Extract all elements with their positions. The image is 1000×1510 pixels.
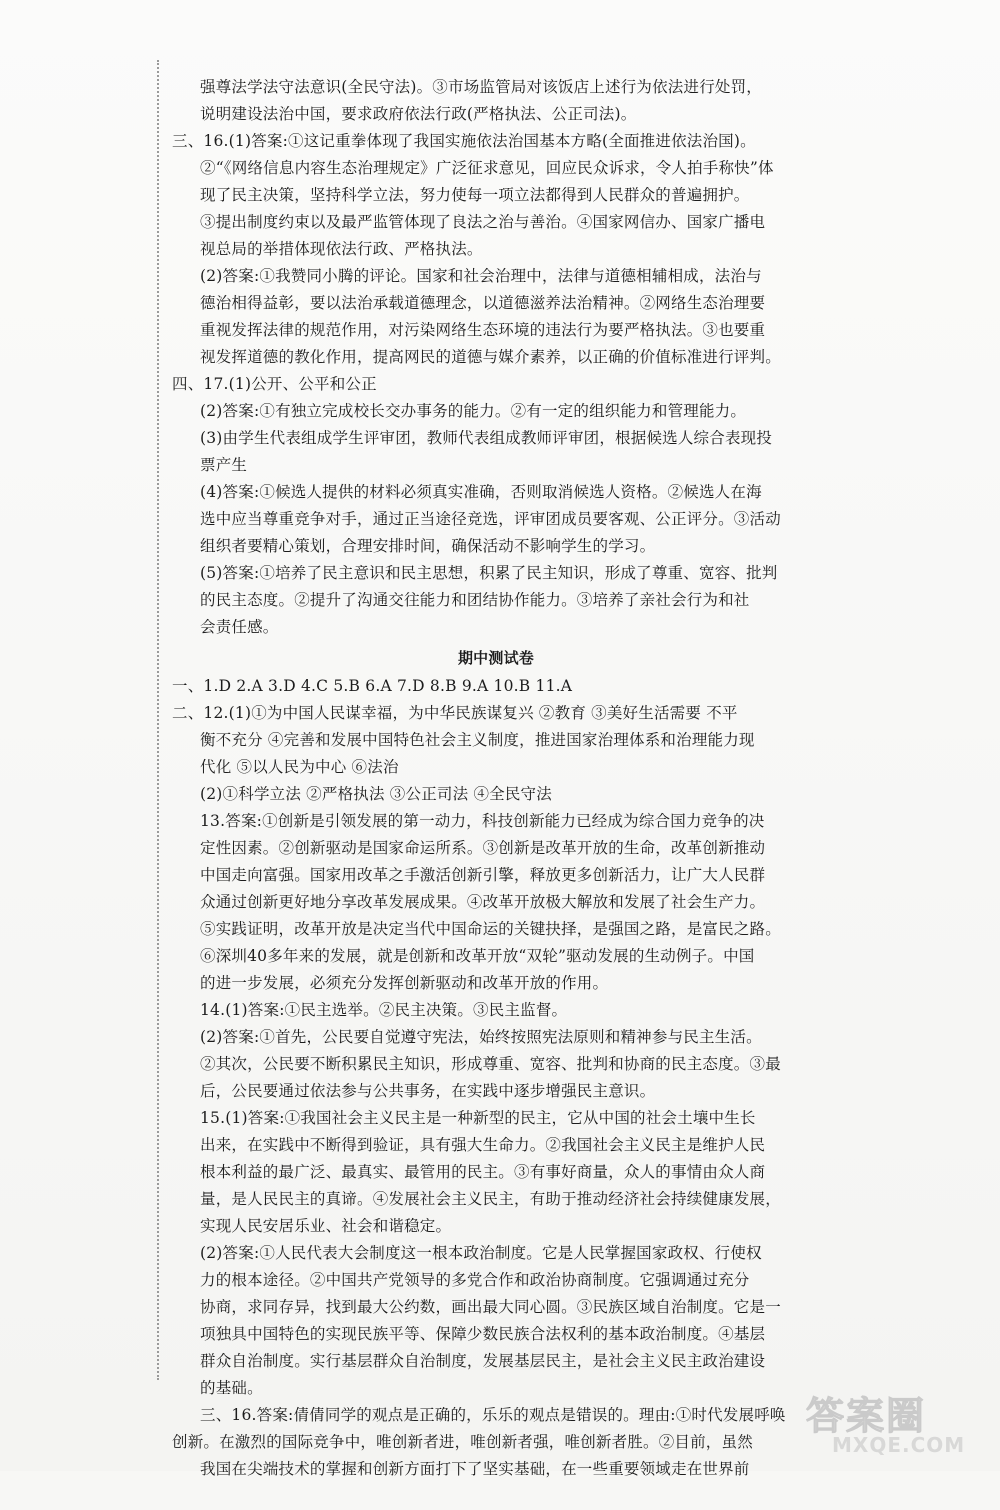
text-line: 15.(1)答案:①我国社会主义民主是一种新型的民主，它从中国的社会土壤中生长: [200, 1109, 756, 1127]
text-line: 的民主态度。②提升了沟通交往能力和团结协作能力。③培养了亲社会行为和社: [200, 591, 750, 609]
text-line: 三、16.答案:倩倩同学的观点是正确的，乐乐的观点是错误的。理由:①时代发展呼唤: [200, 1406, 786, 1424]
text-line: 量，是人民民主的真谛。④发展社会主义民主，有助于推动经济社会持续健康发展，: [200, 1190, 781, 1208]
text-line: 协商，求同存异，找到最大公约数，画出最大同心圆。③民族区域自治制度。它是一: [200, 1298, 781, 1316]
text-line: 出来，在实践中不断得到验证，具有强大生命力。②我国社会主义民主是维护人民: [200, 1136, 766, 1154]
text-line: 视总局的举措体现依法行政、严格执法。: [200, 240, 483, 258]
text-line: (2)答案:①有独立完成校长交办事务的能力。②有一定的组织能力和管理能力。: [200, 402, 747, 420]
text-line: 组织者要精心策划，合理安排时间，确保活动不影响学生的学习。: [200, 537, 656, 555]
binding-margin-line: [157, 60, 159, 1380]
watermark-title: 答案圈: [806, 1394, 927, 1438]
text-line: (5)答案:①培养了民主意识和民主思想，积累了民主知识，形成了尊重、宽容、批判: [200, 564, 778, 582]
text-line: (2)答案:①首先，公民要自觉遵守宪法，始终按照宪法原则和精神参与民主生活。: [200, 1028, 762, 1046]
text-line: 德治相得益彰，要以法治承载道德理念，以道德滋养法治精神。②网络生态治理要: [200, 294, 766, 312]
text-line: 13.答案:①创新是引领发展的第一动力，科技创新能力已经成为综合国力竞争的决: [200, 812, 765, 830]
answer-text-body: [172, 74, 820, 1510]
text-line: 强尊法学法守法意识(全民守法)。③市场监管局对该饭店上述行为依法进行处罚，: [200, 78, 762, 96]
text-line: (2)答案:①人民代表大会制度这一根本政治制度。它是人民掌握国家政权、行使权: [200, 1244, 762, 1262]
text-line: ②“《网络信息内容生态治理规定》广泛征求意见，回应民众诉求，令人拍手称快”体: [200, 159, 774, 177]
text-line: (2)答案:①我赞同小腾的评论。国家和社会治理中，法律与道德相辅相成，法治与: [200, 267, 762, 285]
text-line: 二、12.(1)①为中国人民谋幸福，为中华民族谋复兴 ②教育 ③美好生活需要 不平: [172, 704, 738, 722]
text-line: 重视发挥法律的规范作用，对污染网络生态环境的违法行为要严格执法。③也要重: [200, 321, 766, 339]
text-line: ⑤实践证明，改革开放是决定当代中国命运的关键抉择，是强国之路，是富民之路。: [200, 920, 781, 938]
section-heading-midterm: 期中测试卷: [457, 649, 534, 667]
text-line: (4)答案:①候选人提供的材料必须真实准确，否则取消候选人资格。②候选人在海: [200, 483, 762, 501]
text-line: 14.(1)答案:①民主选举。②民主决策。③民主监督。: [200, 1001, 568, 1019]
text-line: 中国走向富强。国家用改革之手激活创新引擎，释放更多创新活力，让广大人民群: [200, 866, 766, 884]
text-line: 的基础。: [200, 1379, 263, 1397]
text-line: ③提出制度约束以及最严监管体现了良法之治与善治。④国家网信办、国家广播电: [200, 213, 766, 231]
watermark-url: MXQE.COM: [832, 1433, 966, 1457]
text-line: 现了民主决策，坚持科学立法，努力使每一项立法都得到人民群众的普遍拥护。: [200, 186, 750, 204]
text-line: 项独具中国特色的实现民族平等、保障少数民族合法权利的基本政治制度。④基层: [200, 1325, 766, 1343]
text-line: 众通过创新更好地分享改革发展成果。④改革开放极大解放和发展了社会生产力。: [200, 893, 766, 911]
text-line: 说明建设法治中国，要求政府依法行政(严格执法、公正司法)。: [200, 105, 637, 123]
text-line: 我国在尖端技术的掌握和创新方面打下了坚实基础，在一些重要领域走在世界前: [200, 1460, 750, 1478]
text-line: 会责任感。: [200, 618, 279, 636]
text-line: ⑥深圳40多年来的发展，就是创新和改革开放“双轮”驱动发展的生动例子。中国: [200, 947, 755, 965]
text-line: 的进一步发展，必须充分发挥创新驱动和改革开放的作用。: [200, 974, 609, 992]
text-line: 创新。在激烈的国际竞争中，唯创新者进，唯创新者强，唯创新者胜。②目前，虽然: [172, 1433, 753, 1451]
text-line: 衡不充分 ④完善和发展中国特色社会主义制度，推进国家治理体系和治理能力现: [200, 731, 755, 749]
text-line: (3)由学生代表组成学生评审团，教师代表组成教师评审团，根据候选人综合表现投: [200, 429, 773, 447]
text-line: 群众自治制度。实行基层群众自治制度，发展基层民主，是社会主义民主政治建设: [200, 1352, 766, 1370]
site-watermark-logo: [796, 1385, 986, 1465]
text-line: 四、17.(1)公开、公平和公正: [172, 375, 377, 393]
text-line: 视发挥道德的教化作用，提高网民的道德与媒介素养，以正确的价值标准进行评判。: [200, 348, 781, 366]
text-line: 一、1.D 2.A 3.D 4.C 5.B 6.A 7.D 8.B 9.A 10.B 11.A: [172, 677, 573, 695]
text-line: 三、16.(1)答案:①这记重拳体现了我国实施依法治国基本方略(全面推进依法治国)。: [172, 132, 756, 150]
text-line: [172, 1483, 820, 1510]
text-line: 代化 ⑤以人民为中心 ⑥法治: [200, 758, 399, 776]
text-line: 后，公民要通过依法参与公共事务，在实践中逐步增强民主意识。: [200, 1082, 656, 1100]
text-line: 实现人民安居乐业、社会和谐稳定。: [200, 1217, 452, 1235]
text-line: 票产生: [200, 456, 248, 474]
text-line: 选中应当尊重竞争对手，通过正当途径竞选，评审团成员要客观、公正评分。③活动: [200, 510, 781, 528]
text-line: (2)①科学立法 ②严格执法 ③公正司法 ④全民守法: [200, 785, 552, 803]
text-line: ②其次，公民要不断积累民主知识，形成尊重、宽容、批判和协商的民主态度。③最: [200, 1055, 781, 1073]
text-line: 力的根本途径。②中国共产党领导的多党合作和政治协商制度。它强调通过充分: [200, 1271, 750, 1289]
text-line: 根本利益的最广泛、最真实、最管用的民主。③有事好商量，众人的事情由众人商: [200, 1163, 766, 1181]
text-line: 定性因素。②创新驱动是国家命运所系。③创新是改革开放的生命，改革创新推动: [200, 839, 766, 857]
